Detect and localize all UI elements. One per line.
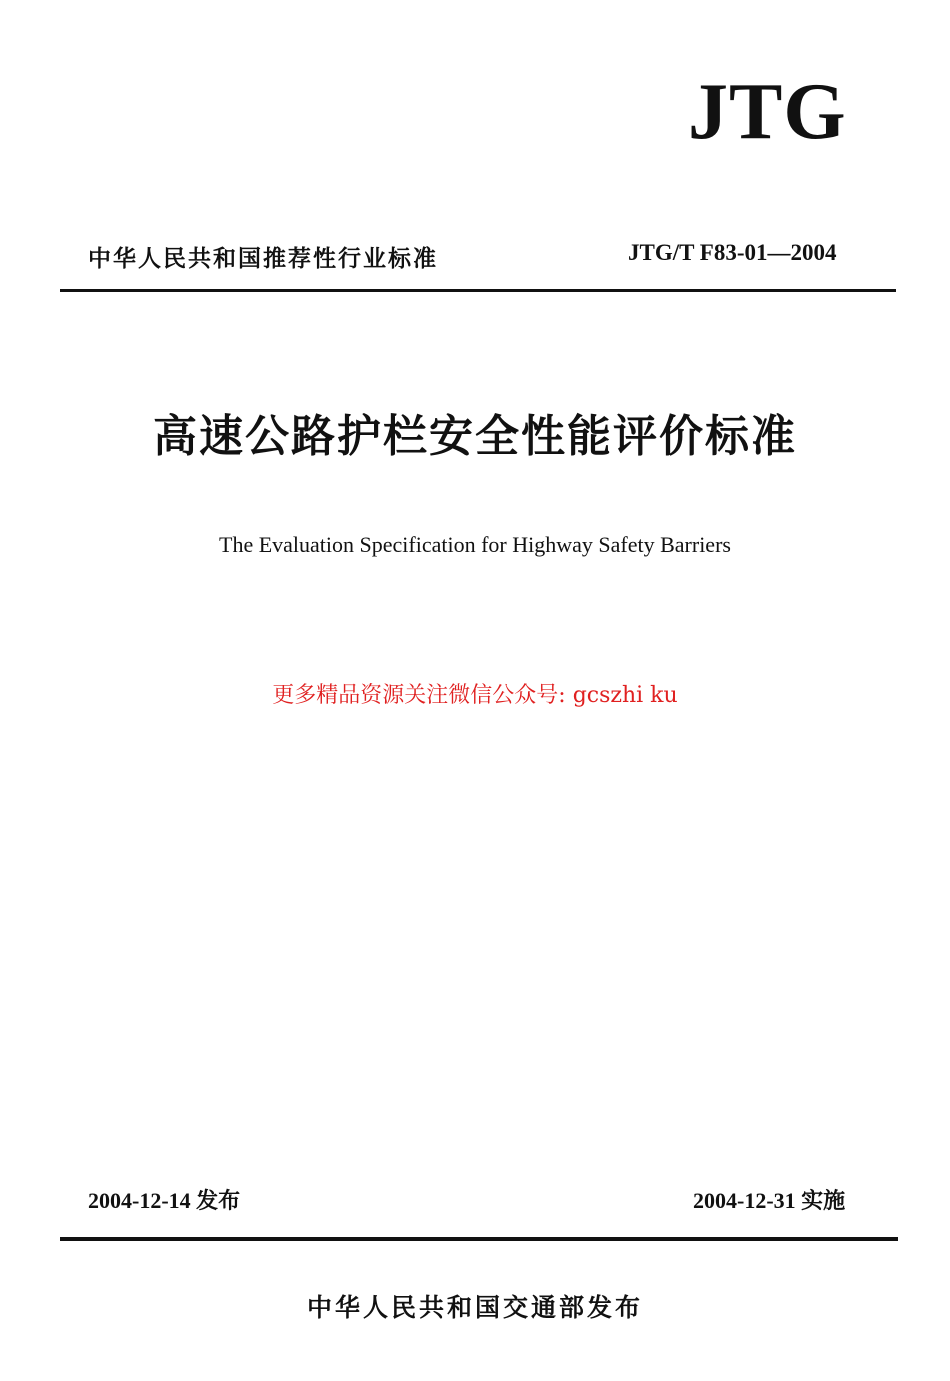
top-divider	[60, 289, 896, 292]
bottom-divider	[60, 1237, 898, 1241]
standard-type: 中华人民共和国推荐性行业标准	[88, 246, 438, 272]
title-chinese: 高速公路护栏安全性能评价标准	[153, 411, 797, 462]
title-english: The Evaluation Specification for Highway Safety Barriers	[219, 532, 731, 557]
issue-date: 2004-12-14 发布	[88, 1188, 241, 1213]
jtg-logo: JTG	[688, 68, 847, 156]
publisher: 中华人民共和国交通部发布	[306, 1293, 643, 1322]
watermark-text: 更多精品资源关注微信公众号: gcszhi ku	[272, 683, 678, 708]
implementation-date: 2004-12-31 实施	[693, 1188, 846, 1213]
standard-code: JTG/T F83-01—2004	[628, 240, 837, 265]
